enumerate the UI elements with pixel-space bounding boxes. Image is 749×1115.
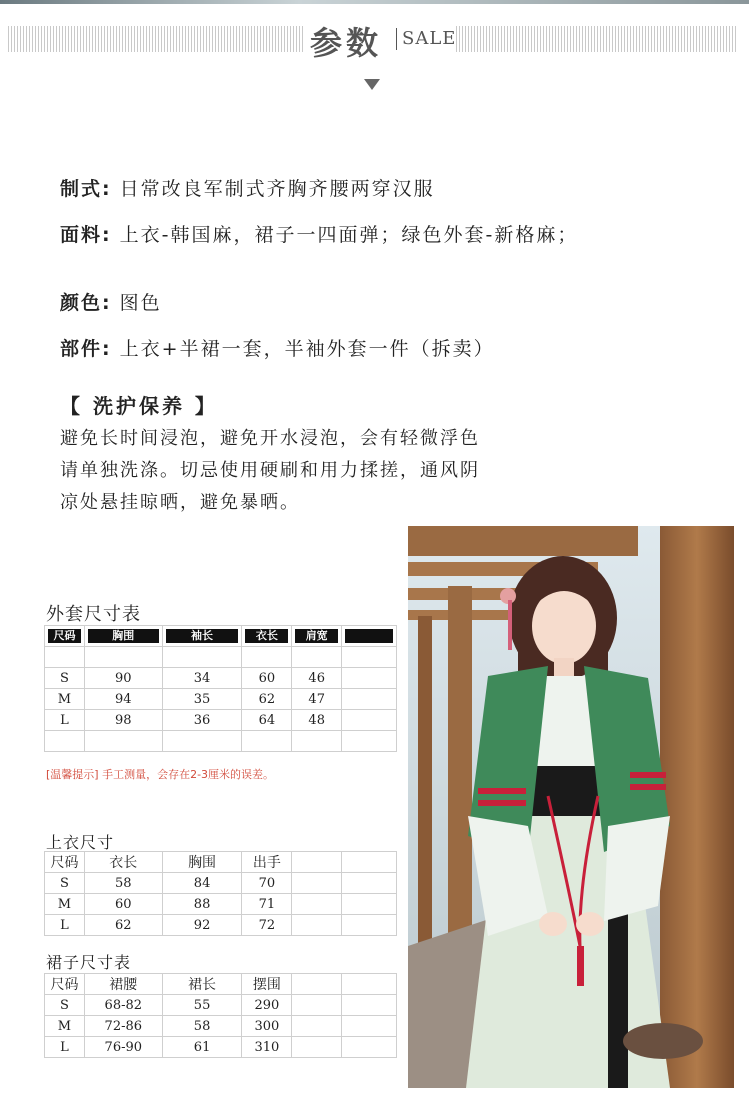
spec-color: 颜色: 图色 — [60, 292, 162, 314]
measurement-note: [温馨提示] 手工测量，会存在2-3厘米的误差。 — [46, 768, 275, 781]
spec-parts: 部件: 上衣+半裙一套，半袖外套一件（拆卖） — [60, 338, 495, 360]
care-title: 【 洗护保养 】 — [60, 394, 218, 418]
table-header-row: 尺码 裙腰 裙长 摆围 — [45, 974, 397, 995]
table-row: L 76-90 61 310 — [45, 1037, 397, 1058]
spec-fabric: 面料: 上衣-韩国麻，裙子一四面弹；绿色外套-新格麻； — [60, 224, 579, 246]
product-photo — [408, 526, 734, 1088]
table-row: M 94 35 62 47 — [45, 689, 397, 710]
table-row: M 60 88 71 — [45, 894, 397, 915]
table-header-cell: 衣长 — [242, 626, 292, 647]
table-header-cell — [342, 626, 397, 647]
table-row: S 58 84 70 — [45, 873, 397, 894]
care-line: 凉处悬挂晾晒，避免暴晒。 — [60, 492, 300, 513]
coat-size-table — [44, 625, 397, 752]
table-header-cell: 肩宽 — [292, 626, 342, 647]
table-header-row: 尺码 衣长 胸围 出手 — [45, 852, 397, 873]
table-row — [45, 731, 397, 752]
top-table-title: 上衣尺寸 — [46, 833, 115, 852]
coat-table-title: 外套尺寸表 — [46, 604, 141, 625]
table-header-cell: 胸围 — [84, 626, 162, 647]
model-illustration — [408, 526, 734, 1088]
table-header-cell: 尺码 — [45, 626, 85, 647]
header-divider — [396, 28, 397, 50]
care-line: 避免长时间浸泡，避免开水浸泡，会有轻微浮色 — [60, 428, 480, 449]
header-stripes-left — [8, 26, 304, 52]
care-line: 请单独洗涤。切忌使用硬刷和用力揉搓，通风阴 — [60, 460, 480, 481]
section-header — [306, 16, 457, 62]
table-row: L 98 36 64 48 — [45, 710, 397, 731]
table-row — [45, 647, 397, 668]
top-accent-bar — [0, 0, 749, 4]
top-size-table — [44, 851, 397, 936]
header-stripes-right — [456, 26, 738, 52]
table-row: S 90 34 60 46 — [45, 668, 397, 689]
header-subtitle: SALE — [402, 28, 457, 49]
skirt-table-title: 裙子尺寸表 — [46, 953, 132, 972]
table-header-cell: 袖长 — [162, 626, 242, 647]
header-title: 参数 — [310, 24, 383, 62]
table-row: S 68-82 55 290 — [45, 995, 397, 1016]
table-row: L 62 92 72 — [45, 915, 397, 936]
spec-style: 制式: 日常改良军制式齐胸齐腰两穿汉服 — [60, 178, 435, 200]
skirt-size-table — [44, 973, 397, 1058]
down-triangle-icon — [364, 79, 380, 90]
table-row: M 72-86 58 300 — [45, 1016, 397, 1037]
